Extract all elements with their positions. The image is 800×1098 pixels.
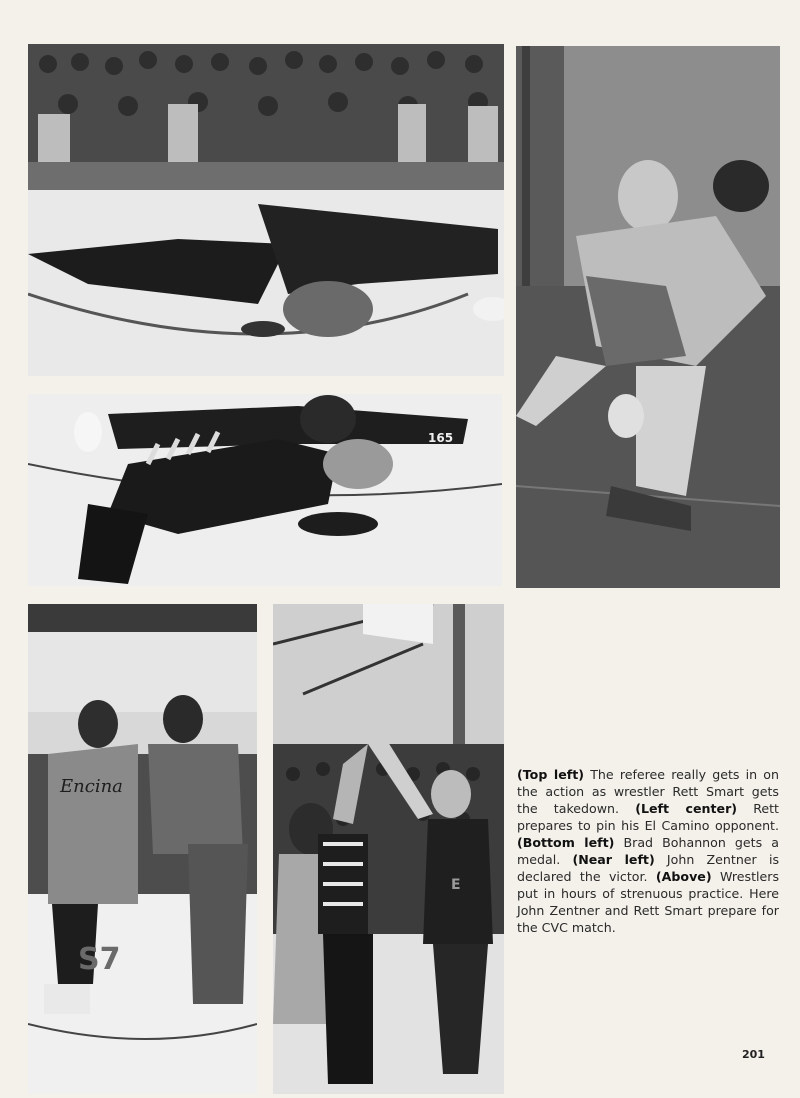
caption-text-above: Wrestlers put in hours of strenuous practice. Here John Zentner and Rett Smart prepare for the CVC match. bbox=[517, 869, 780, 935]
victory-declaration-photo-icon bbox=[273, 604, 504, 1094]
photo-near-left bbox=[273, 604, 504, 1094]
caption-text-bottom-left: Brad Bohannon gets a medal. bbox=[517, 835, 779, 867]
wrestling-takedown-photo-icon bbox=[28, 44, 504, 376]
caption-label-top-left: (Top left) bbox=[517, 767, 585, 782]
photo-right bbox=[516, 46, 780, 588]
singlet-text: E bbox=[451, 877, 461, 893]
caption-text-top-left: The referee really gets in on the action as wrestler Rett Smart gets the takedown. bbox=[517, 767, 779, 816]
photo-left-center bbox=[28, 394, 502, 586]
jacket-text: Encina bbox=[60, 776, 123, 797]
photo-caption bbox=[517, 766, 779, 936]
jersey-number: 165 bbox=[428, 431, 454, 445]
caption-label-left-center: (Left center) bbox=[635, 801, 738, 816]
caption-text-near-left: John Zentner is declared the victor. bbox=[517, 852, 780, 884]
page-number: 201 bbox=[742, 1048, 765, 1061]
caption-text-left-center: Rett prepares to pin his El Camino opponent. bbox=[517, 801, 779, 833]
caption-label-bottom-left: (Bottom left) bbox=[517, 835, 615, 850]
photo-top-left bbox=[28, 44, 504, 376]
mat-text: S7 bbox=[78, 942, 121, 977]
wrestling-pin-photo-icon bbox=[28, 394, 502, 586]
caption-label-above: (Above) bbox=[655, 869, 712, 884]
caption-label-near-left: (Near left) bbox=[572, 852, 655, 867]
wrestling-practice-photo-icon bbox=[516, 46, 780, 588]
photo-bottom-left bbox=[28, 604, 257, 1094]
medal-presentation-photo-icon bbox=[28, 604, 257, 1094]
